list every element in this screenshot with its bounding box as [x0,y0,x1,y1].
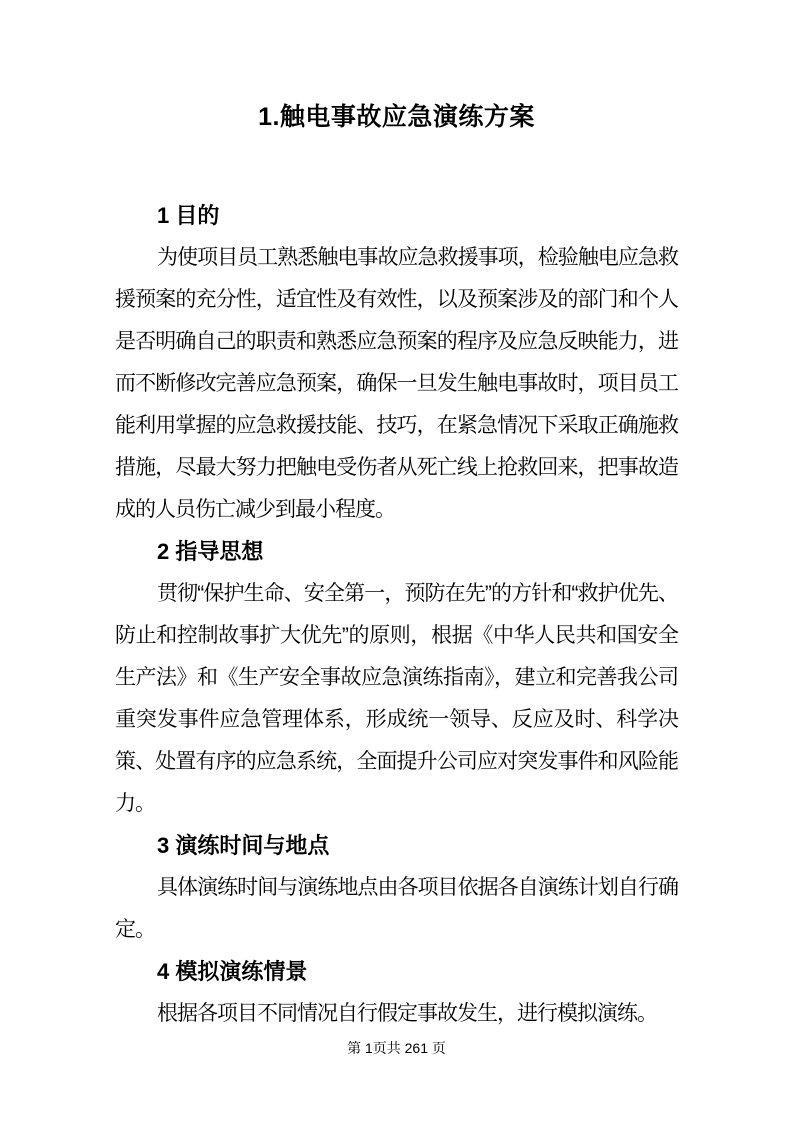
section-body-guiding-ideology: 贯彻“保护生命、安全第一，预防在先”的方针和“救护优先、防止和控制故事扩大优先”的原则，根据《中华人民共和国安全生产法》和《生产安全事故应急演练指南》，建立和完善我公司重突发事件应急管理体系，形成统一领导、反应及时、科学决策、处置有序的应急系统，全面提升公司应对突发事件和风险能力。 [115,582,678,815]
section-body-simulated-scenario: 根据各项目不同情况自行假定事故发生，进行模拟演练。 [157,1002,657,1025]
document-content [0,97,793,1035]
section-heading-purpose: 1 目的 [157,203,220,228]
section-purpose [115,195,678,531]
section-heading-drill-time-place: 3 演练时间与地点 [157,833,330,858]
document-title: 1.触电事故应急演练方案 [258,103,535,131]
section-body-purpose: 为使项目员工熟悉触电事故应急救援事项，检验触电应急救援预案的充分性，适宜性及有效性，以及预案涉及的部门和个人是否明确自己的职责和熟悉应急预案的程序及应急反映能力，进而不断修改完善应急预案，确保一旦发生触电事故时，项目员工能利用掌握的应急救援技能、技巧，在紧急情况下采取正确施救措施，尽最大努力把触电受伤者从死亡线上抢救回来，把事故造成的人员伤亡减少到最小程度。 [115,246,678,521]
section-drill-time-place [115,825,678,951]
section-guiding-ideology [115,531,678,825]
section-heading-guiding-ideology: 2 指导思想 [157,539,264,564]
page-number-text: 第 1页共 261 页 [347,1040,446,1056]
section-body-drill-time-place: 具体演练时间与演练地点由各项目依据各自演练计划自行确定。 [115,876,678,941]
section-simulated-scenario [115,951,678,1035]
page-footer [0,1038,793,1058]
section-heading-simulated-scenario: 4 模拟演练情景 [157,959,308,984]
